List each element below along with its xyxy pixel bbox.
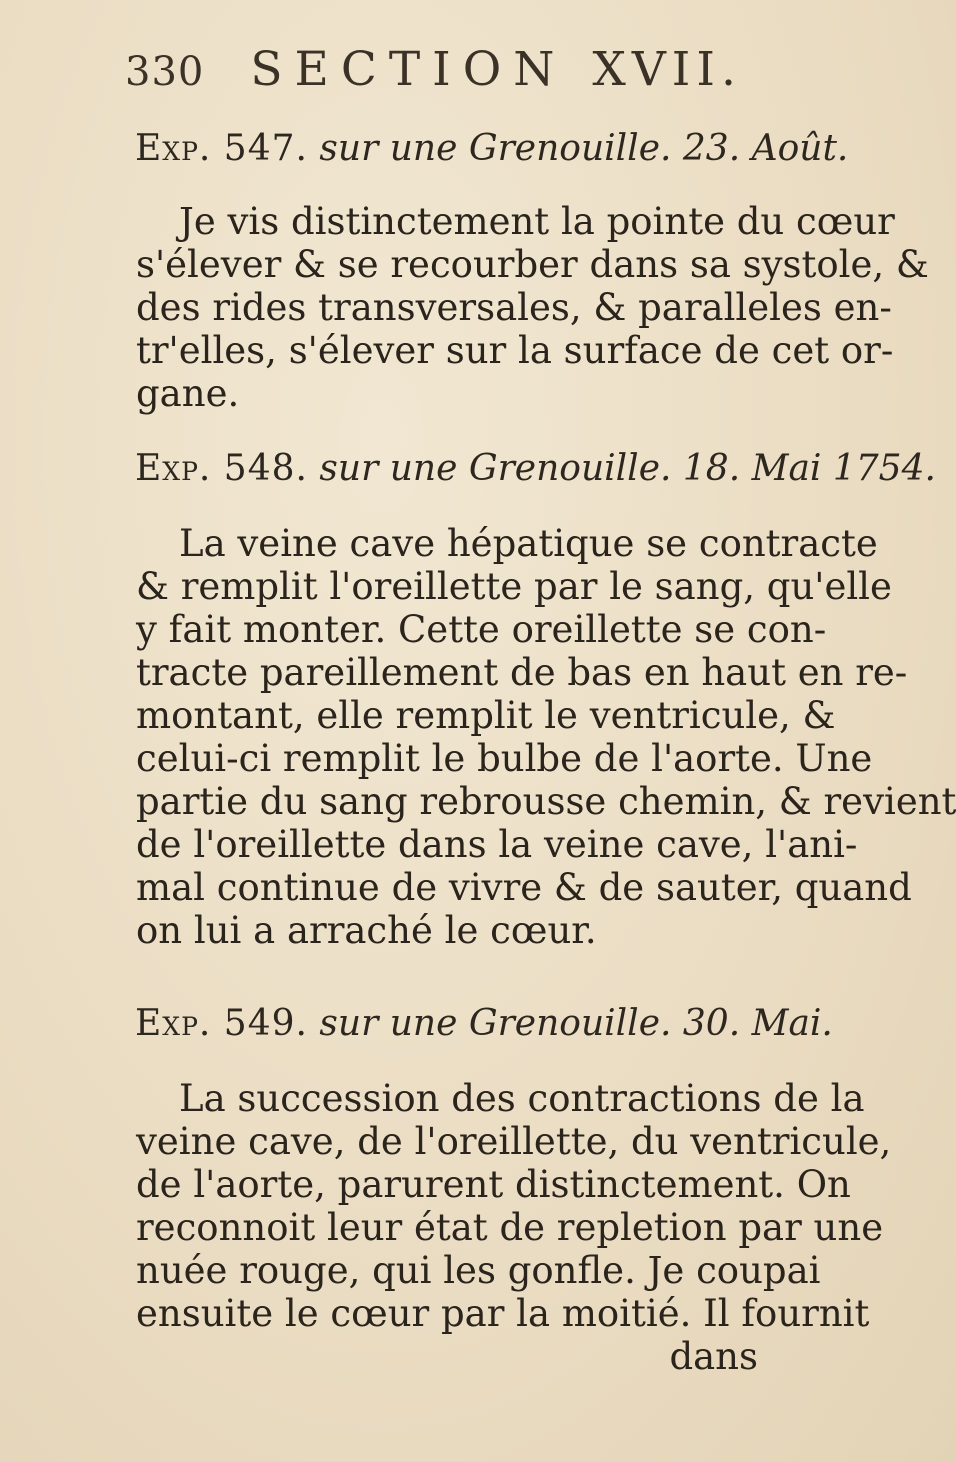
text-line: de l'oreillette dans la veine cave, l'ani- [136,823,858,866]
text-line: mal continue de vivre & de sauter, quand [136,866,912,909]
text-line: reconnoit leur état de repletion par une [136,1206,884,1249]
text-line: montant, elle remplit le ventricule, & [136,694,836,737]
text-line: y fait monter. Cette oreillette se con- [136,608,827,651]
text-line: des rides transversales, & paralleles en- [136,286,892,329]
text-line: tracte pareillement de bas en haut en re- [136,651,908,694]
running-head [125,42,742,97]
experiment-label: Exp. 547. [135,128,308,169]
text-line: ensuite le cœur par la moitié. Il fournit [136,1292,870,1335]
text-line: Je vis distinctement la pointe du cœur [179,200,895,243]
text-line: nuée rouge, qui les gonfle. Je coupai [136,1249,821,1292]
text-line: La veine cave hépatique se contracte [179,522,878,565]
experiment-subject: sur une Grenouille. 23. Août. [319,128,849,169]
experiment-subject: sur une Grenouille. 30. Mai. [319,1003,833,1044]
experiment-paragraph [136,200,929,415]
text-line: partie du sang rebrousse chemin, & revient [136,780,956,823]
text-line: on lui a arraché le cœur. [136,909,597,952]
text-line: gane. [136,372,240,415]
text-line: de l'aorte, parurent distinctement. On [136,1163,851,1206]
text-line: tr'elles, s'élever sur la surface de cet or- [136,329,894,372]
text-line: celui-ci remplit le bulbe de l'aorte. Une [136,737,873,780]
experiment-heading [135,448,936,489]
section-number: XVII. [592,42,742,97]
text-line: La succession des contractions de la [179,1077,865,1120]
experiment-heading [135,1003,833,1044]
experiment-subject: sur une Grenouille. 18. Mai 1754. [319,448,936,489]
catchword: dans [669,1335,758,1378]
text-line: s'élever & se recourber dans sa systole, & [136,243,929,286]
experiment-label: Exp. 548. [135,448,308,489]
experiment-paragraph [136,522,956,952]
text-line: & remplit l'oreillette par le sang, qu'elle [136,565,892,608]
section-word: SECTION [250,42,567,97]
page-number: 330 [125,49,205,95]
text-line: veine cave, de l'oreillette, du ventricule, [136,1120,892,1163]
experiment-label: Exp. 549. [135,1003,308,1044]
experiment-heading [135,128,848,169]
experiment-paragraph [136,1077,892,1378]
